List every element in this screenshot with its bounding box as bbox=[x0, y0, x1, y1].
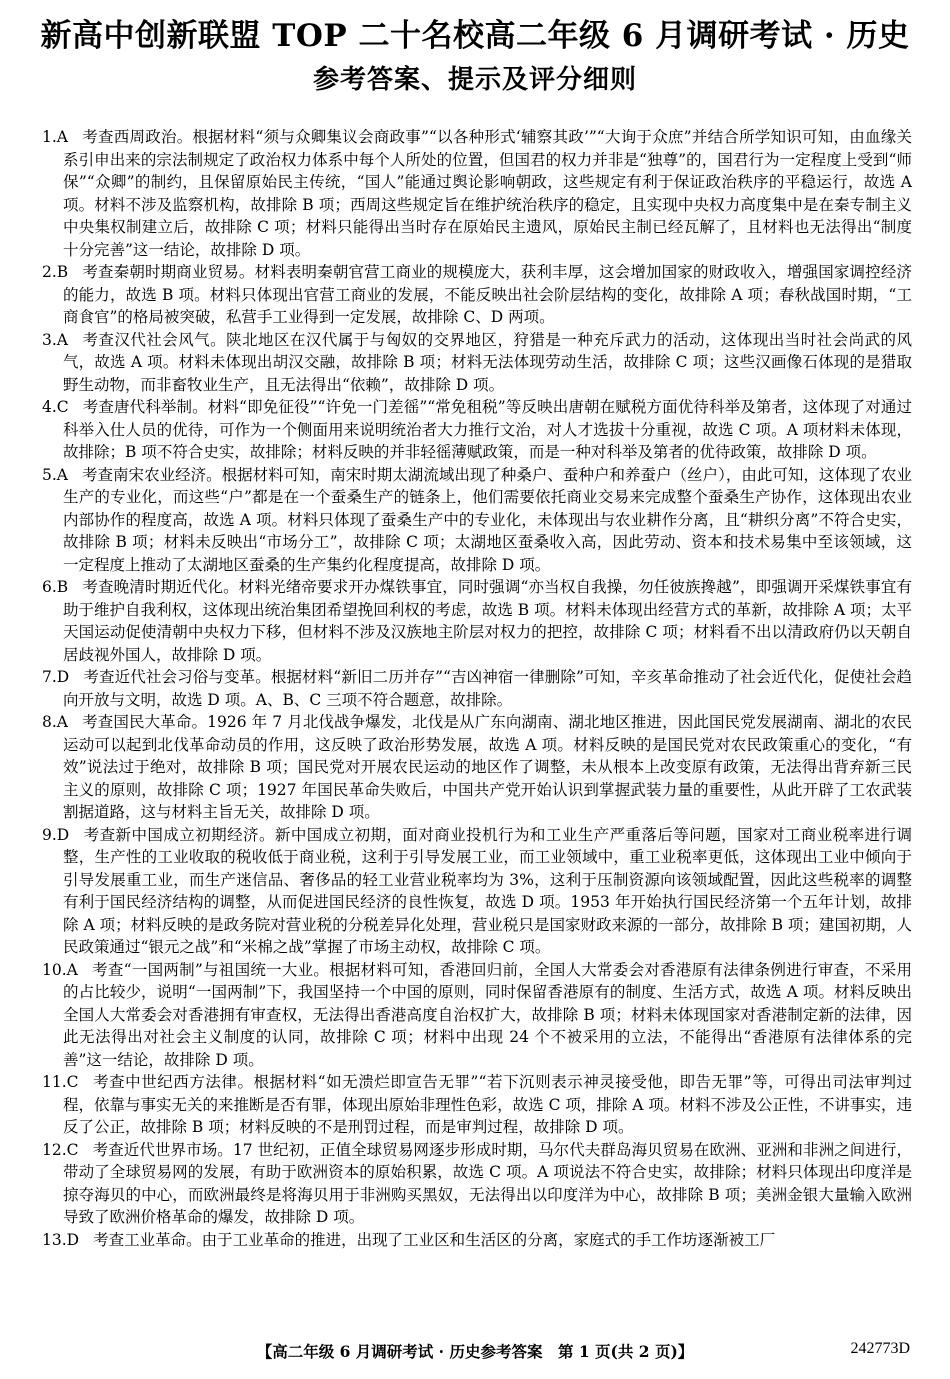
answer-number: 5. bbox=[42, 465, 57, 484]
answer-choice: C bbox=[66, 1073, 79, 1091]
answer-number: 13. bbox=[42, 1230, 67, 1249]
answer-explanation: 考查晚清时期近代化。材料光绪帝要求开办煤铁事宜，同时强调“亦当权自我操，勿任彼族搀越”，即强调开采煤铁事宜有助于维护自我利权，这体现出统治集团希望挽回利权的考虑，故选 B 项。材料未体现出经营方式的革新，故排除 A 项；太平天国运动促使清朝中央权力下移，但材料不涉及汉族地主阶层对权力的把控，故排除 C 项；材料看不出以清政府仍以天朝自居歧视外国人，故排除 D 项。 bbox=[63, 578, 912, 664]
answer-number: 2. bbox=[42, 263, 57, 281]
answer-item bbox=[42, 464, 912, 577]
answer-item bbox=[42, 396, 912, 464]
answer-item bbox=[42, 329, 912, 397]
answer-number: 1. bbox=[42, 128, 57, 146]
answer-number: 8. bbox=[42, 713, 57, 731]
answer-item bbox=[42, 666, 912, 711]
answer-number: 6. bbox=[42, 578, 57, 596]
answer-item bbox=[42, 1229, 912, 1252]
footer-page-info: 【高二年级 6 月调研考试 · 历史参考答案 第 1 页(共 2 页)】 bbox=[256, 1342, 694, 1361]
answer-choice: D bbox=[56, 668, 70, 686]
answer-choice: C bbox=[56, 398, 69, 416]
answer-explanation: 考查南宋农业经济。根据材料可知，南宋时期太湖流域出现了种桑户、蚕种户和养蚕户（丝户），由此可知，这体现了农业生产的专业化，而这些“户”都是在一个蚕桑生产的链条上，他们需要依托商业交易来完成整个蚕桑生产协作，这体现出农业内部协作的程度高，故选 A 项。材料只体现了蚕桑生产中的专业化，未体现出与农业耕作分离，且“耕织分离”不符合史实，故排除 B 项；材料未反映出“市场分工”，故排除 C 项；太湖地区蚕桑收入高，因此劳动、资本和技术易集中至该领域，这一定程度上推动了太湖地区蚕桑的生产集约化程度提高，故排除 D 项。 bbox=[63, 465, 912, 574]
answer-item bbox=[42, 959, 912, 1072]
answer-number: 10. bbox=[42, 960, 67, 979]
answer-choice: D bbox=[56, 825, 70, 844]
answer-number: 7. bbox=[42, 668, 57, 686]
answer-explanation: 考查近代社会习俗与变革。根据材料“新旧二历并存”“吉凶神宿一律删除”可知，辛亥革命推动了社会近代化，促使社会趋向开放与文明，故选 D 项。A、B、C 三项不符合题意，故排除。 bbox=[63, 668, 912, 709]
answer-item bbox=[42, 1071, 912, 1139]
answer-explanation: 考查西周政治。根据材料“须与众卿集议会商政事”“以各种形式‘辅察其政’”“大询于众庶”并结合所学知识可知，由血缘关系引申出来的宗法制规定了政治权力体系中每个人所处的位置，但国君的权力并非是“独尊”的，国君行为一定程度上受到“师保”“众卿”的制约，且保留原始民主传统，“国人”能通过舆论影响朝政，这些规定有利于保证政治秩序的平稳运行，故选 A 项。材料不涉及监察机构，故排除 B 项；西周这些规定旨在维护统治秩序的稳定，且实现中央权力高度集中是在秦专制主义中央集权制建立后，故排除 C 项；材料只能得出当时存在原始民主遗风，原始民主制已经瓦解了，且材料也无法得出“制度十分完善”这一结论，故排除 D 项。 bbox=[63, 128, 912, 259]
answer-item bbox=[42, 261, 912, 329]
answer-choice: A bbox=[56, 465, 68, 484]
answer-explanation: 考查秦朝时期商业贸易。材料表明秦朝官营工商业的规模庞大，获利丰厚，这会增加国家的财政收入，增强国家调控经济的能力，故选 B 项。材料只体现出官营工商业的发展，不能反映出社会阶层结构的变化，故排除 A 项；春秋战国时期，“工商食官”的格局被突破，私营手工业得到一定发展，故排除 C、D 两项。 bbox=[63, 263, 912, 326]
answer-item bbox=[42, 1139, 912, 1229]
page-subtitle: 参考答案、提示及评分细则 bbox=[312, 65, 637, 95]
page-title: 新高中创新联盟 TOP 二十名校高二年级 6 月调研考试 · 历史 bbox=[40, 18, 910, 54]
answer-explanation: 考查“一国两制”与祖国统一大业。根据材料可知，香港回归前，全国人大常委会对香港原有法律条例进行审查，不采用的占比较少，说明“一国两制”下，我国坚持一个中国的原则，同时保留香港原有的制度、生活方式，故选 A 项。材料反映出全国人大常委会对香港拥有审查权，无法得出香港高度自治权扩大，故排除 B 项；材料未体现国家对香港制定新的法律，因此无法得出对社会主义制度的认同，故排除 C 项；材料中出现 24 个不被采用的立法，不能得出“香港原有法律体系的完善”这一结论，故排除 D 项。 bbox=[63, 960, 912, 1069]
answer-number: 3. bbox=[42, 330, 57, 349]
answer-choice: C bbox=[66, 1140, 79, 1159]
answer-choice: B bbox=[56, 578, 69, 596]
answer-explanation: 考查新中国成立初期经济。新中国成立初期，面对商业投机行为和工业生产严重落后等问题，国家对工商业税率进行调整，生产性的工业收取的税收低于商业税，这利于引导发展工业，而工业领域中，重工业税率更低，这体现出工业中倾向于引导发展重工业，而生产迷信品、奢侈品的轻工业营业税率均为 3%，这利于压制资源向该领域配置，因此这些税率的调整有利于国民经济结构的调整，从而促进国民经济的良性恢复，故选 D 项。1953 年开始执行国民经济第一个五年计划，故排除 A 项；材料反映的是政务院对营业税的分税差异化处理，营业税只是国家财政来源的一部分，故排除 B 项；建国初期，人民政策通过“银元之战”和“米棉之战”掌握了市场主动权，故排除 C 项。 bbox=[63, 825, 912, 956]
answer-choice: B bbox=[56, 263, 69, 281]
footer-doc-code: 242773D bbox=[850, 1340, 910, 1357]
answer-list bbox=[42, 126, 912, 1251]
answer-item bbox=[42, 711, 912, 824]
answer-choice: A bbox=[56, 128, 68, 146]
answer-explanation: 考查工业革命。由于工业革命的推进，出现了工业区和生活区的分离，家庭式的手工作坊逐渐被工厂 bbox=[93, 1230, 776, 1249]
answer-explanation: 考查近代世界市场。17 世纪初，正值全球贸易网逐步形成时期，马尔代夫群岛海贝贸易在欧洲、亚洲和非洲之间进行，带动了全球贸易网的发展，有助于欧洲资本的原始积累，故选 C 项。A 项说法不符合史实，故排除；材料只体现出印度洋是掠夺海贝的中心，而欧洲最终是将海贝用于非洲购买黑奴，无法得出以印度洋为中心，故排除 B 项；美洲金银大量输入欧洲导致了欧洲价格革命的爆发，故排除 D 项。 bbox=[63, 1140, 912, 1226]
answer-choice: D bbox=[66, 1230, 80, 1249]
answer-number: 11. bbox=[42, 1073, 67, 1091]
answer-item bbox=[42, 824, 912, 959]
answer-explanation: 考查唐代科举制。材料“即免征役”“许免一门差徭”“常免租税”等反映出唐朝在赋税方面优待科举及第者，这体现了对通过科举入仕人员的优待，可作为一个侧面用来说明统治者大力推行文治，对人才选拔十分重视，故选 C 项。A 项材料未体现，故排除；B 项不符合史实，故排除；材料反映的并非轻徭薄赋政策，而是一种对科举及第者的优待政策，故排除 D 项。 bbox=[63, 398, 912, 461]
page-footer bbox=[0, 1340, 950, 1364]
answer-explanation: 考查国民大革命。1926 年 7 月北伐战争爆发，北伐是从广东向湖南、湖北地区推进，因此国民党发展湖南、湖北的农民运动可以起到北伐革命动员的作用，这反映了政治形势发展，故选 A 项。材料反映的是国民党对农民政策重心的变化，“有效”说法过于绝对，故排除 B 项；国民党对开展农民运动的地区作了调整，未从根本上改变原有政策，无法得出背弃新三民主义的原则，故排除 C 项；1927 年国民革命失败后，中国共产党开始认识到掌握武装力量的重要性，从此开辟了工农武装割据道路，这与材料主旨无关，故排除 D 项。 bbox=[63, 713, 912, 821]
answer-choice: A bbox=[66, 960, 78, 979]
answer-number: 9. bbox=[42, 825, 57, 844]
answer-choice: A bbox=[56, 330, 68, 349]
answer-number: 12. bbox=[42, 1140, 67, 1159]
answer-explanation: 考查汉代社会风气。陕北地区在汉代属于与匈奴的交界地区，狩猎是一种充斥武力的活动，这体现出当时社会尚武的风气，故选 A 项。材料未体现出胡汉交融，故排除 B 项；材料无法体现劳动生活，故排除 C 项；这些汉画像石体现的是猎取野生动物，而非畜牧业生产，且无法得出“依赖”，故排除 D 项。 bbox=[63, 330, 912, 394]
answer-item bbox=[42, 126, 912, 261]
answer-item bbox=[42, 576, 912, 666]
answer-choice: A bbox=[56, 713, 68, 731]
answer-number: 4. bbox=[42, 398, 57, 416]
answer-explanation: 考查中世纪西方法律。根据材料“如无溃烂即宣告无罪”“若下沉则表示神灵接受他，即告无罪”等，可得出司法审判过程，依靠与事实无关的来推断是否有罪，体现出原始非理性色彩，故选 C 项，排除 A 项。材料不涉及公正性，不讲事实，违反了公正，故排除 B 项；材料反映的不是刑罚过程，而是审判过程，故排除 D 项。 bbox=[63, 1073, 912, 1136]
